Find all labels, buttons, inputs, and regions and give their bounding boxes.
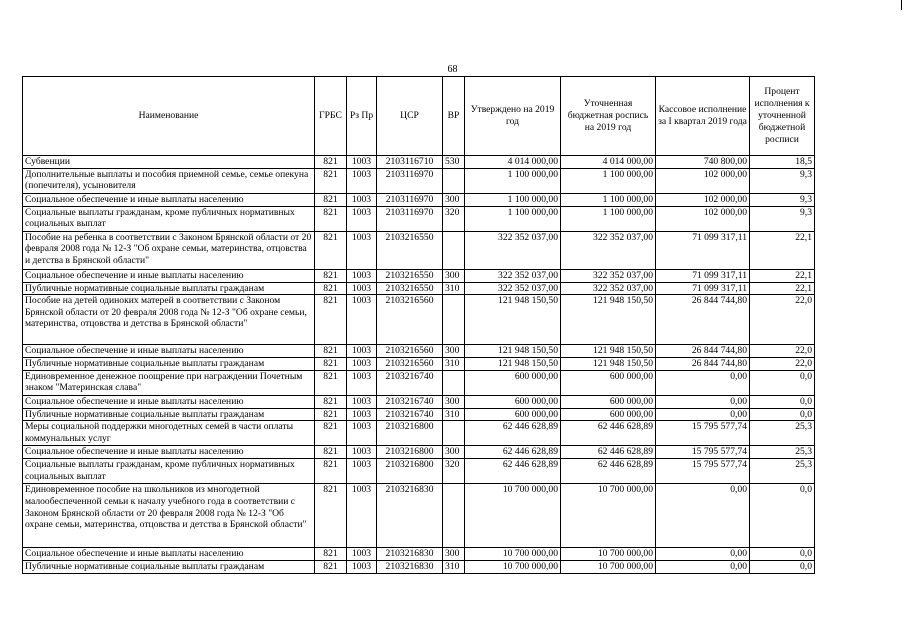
cell-vr: 300 — [443, 446, 465, 459]
cell-percent: 22,0 — [750, 295, 815, 345]
cell-rzpr: 1003 — [347, 459, 377, 484]
cell-vr: 300 — [443, 193, 465, 206]
cell-grbs: 821 — [315, 484, 347, 548]
cell-rzpr: 1003 — [347, 156, 377, 169]
table-row — [23, 295, 815, 345]
cell-revised: 10 700 000,00 — [561, 548, 656, 561]
cell-cash: 0,00 — [656, 561, 750, 574]
table-row — [23, 193, 815, 206]
cell-csr: 2103216800 — [377, 446, 443, 459]
cell-rzpr: 1003 — [347, 548, 377, 561]
cell-csr: 2103216560 — [377, 345, 443, 358]
cell-percent: 22,1 — [750, 269, 815, 282]
cell-vr: 310 — [443, 282, 465, 295]
cell-grbs: 821 — [315, 446, 347, 459]
cell-revised: 10 700 000,00 — [561, 561, 656, 574]
cell-percent: 18,5 — [750, 156, 815, 169]
cell-approved: 121 948 150,50 — [465, 358, 561, 371]
cell-approved: 62 446 628,89 — [465, 421, 561, 446]
cell-name: Публичные нормативные социальные выплаты гражданам — [23, 358, 315, 371]
cell-approved: 1 100 000,00 — [465, 168, 561, 193]
cell-vr: 320 — [443, 459, 465, 484]
cell-vr: 310 — [443, 358, 465, 371]
cell-csr: 2103216830 — [377, 484, 443, 548]
cell-revised: 322 352 037,00 — [561, 282, 656, 295]
cell-cash: 71 099 317,11 — [656, 282, 750, 295]
cell-revised: 600 000,00 — [561, 408, 656, 421]
table-body — [23, 156, 815, 574]
cell-csr: 2103216800 — [377, 421, 443, 446]
cell-csr: 2103116710 — [377, 156, 443, 169]
cell-name: Социальные выплаты гражданам, кроме публичных нормативных социальных выплат — [23, 206, 315, 231]
table-row — [23, 282, 815, 295]
cell-grbs: 821 — [315, 295, 347, 345]
cell-grbs: 821 — [315, 395, 347, 408]
cell-cash: 71 099 317,11 — [656, 269, 750, 282]
cell-approved: 322 352 037,00 — [465, 231, 561, 269]
table-header-row — [23, 77, 815, 156]
cell-revised: 1 100 000,00 — [561, 206, 656, 231]
cell-cash: 0,00 — [656, 395, 750, 408]
cell-grbs: 821 — [315, 269, 347, 282]
cell-csr: 2103216550 — [377, 282, 443, 295]
cell-csr: 2103116970 — [377, 168, 443, 193]
table-row — [23, 269, 815, 282]
cell-approved: 1 100 000,00 — [465, 193, 561, 206]
cell-name: Социальное обеспечение и иные выплаты населению — [23, 193, 315, 206]
column-header-approved: Утверждено на 2019 год — [465, 77, 561, 156]
cell-percent: 0,0 — [750, 395, 815, 408]
cell-name: Публичные нормативные социальные выплаты гражданам — [23, 561, 315, 574]
cell-revised: 1 100 000,00 — [561, 168, 656, 193]
cell-vr: 300 — [443, 269, 465, 282]
cell-percent: 22,0 — [750, 345, 815, 358]
cell-rzpr: 1003 — [347, 295, 377, 345]
cell-vr: 320 — [443, 206, 465, 231]
cell-vr: 300 — [443, 395, 465, 408]
cell-percent: 22,0 — [750, 358, 815, 371]
table-row — [23, 370, 815, 395]
cell-approved: 62 446 628,89 — [465, 459, 561, 484]
cell-percent: 25,3 — [750, 421, 815, 446]
cell-name: Дополнительные выплаты и пособия приемной семье, семье опекуна (попечителя), усыновителя — [23, 168, 315, 193]
cell-cash: 71 099 317,11 — [656, 231, 750, 269]
cell-rzpr: 1003 — [347, 484, 377, 548]
cell-name: Меры социальной поддержки многодетных семей в части оплаты коммунальных услуг — [23, 421, 315, 446]
cell-csr: 2103116970 — [377, 193, 443, 206]
cell-vr — [443, 370, 465, 395]
cell-name: Публичные нормативные социальные выплаты гражданам — [23, 408, 315, 421]
cell-approved: 121 948 150,50 — [465, 345, 561, 358]
cell-revised: 62 446 628,89 — [561, 446, 656, 459]
cell-vr: 310 — [443, 561, 465, 574]
table-row — [23, 446, 815, 459]
cell-csr: 2103216550 — [377, 231, 443, 269]
column-header-cash: Кассовое исполнение за I квартал 2019 года — [656, 77, 750, 156]
column-header-rzpr: Рз Пр — [347, 77, 377, 156]
cell-approved: 600 000,00 — [465, 395, 561, 408]
table-row — [23, 484, 815, 548]
cell-percent: 9,3 — [750, 168, 815, 193]
cell-name: Социальное обеспечение и иные выплаты населению — [23, 269, 315, 282]
cell-name: Социальное обеспечение и иные выплаты населению — [23, 345, 315, 358]
cell-vr: 300 — [443, 345, 465, 358]
cell-name: Пособие на детей одиноких матерей в соответствии с Законом Брянской области от 20 февраля 2008 года № 12-З "Об охране семьи, материнства, отцовства и детства в Брянской области" — [23, 295, 315, 345]
cell-approved: 121 948 150,50 — [465, 295, 561, 345]
cell-name: Пособие на ребенка в соответствии с Законом Брянской области от 20 февраля 2008 года № 12-З "Об охране семьи, материнства, отцовства и детства в Брянской области" — [23, 231, 315, 269]
cell-cash: 740 800,00 — [656, 156, 750, 169]
table-row — [23, 548, 815, 561]
cell-rzpr: 1003 — [347, 395, 377, 408]
cell-vr: 310 — [443, 408, 465, 421]
cell-csr: 2103216740 — [377, 370, 443, 395]
cell-cash: 15 795 577,74 — [656, 421, 750, 446]
cell-cash: 15 795 577,74 — [656, 446, 750, 459]
cell-csr: 2103216560 — [377, 295, 443, 345]
cell-revised: 1 100 000,00 — [561, 193, 656, 206]
cell-revised: 121 948 150,50 — [561, 345, 656, 358]
cell-approved: 4 014 000,00 — [465, 156, 561, 169]
column-header-grbs: ГРБС — [315, 77, 347, 156]
table-row — [23, 459, 815, 484]
cell-grbs: 821 — [315, 193, 347, 206]
cell-cash: 102 000,00 — [656, 193, 750, 206]
cell-rzpr: 1003 — [347, 370, 377, 395]
cell-approved: 322 352 037,00 — [465, 269, 561, 282]
cell-name: Социальное обеспечение и иные выплаты населению — [23, 446, 315, 459]
cell-cash: 26 844 744,80 — [656, 358, 750, 371]
table-row — [23, 231, 815, 269]
table-row — [23, 395, 815, 408]
table-row — [23, 206, 815, 231]
cell-grbs: 821 — [315, 421, 347, 446]
cell-cash: 15 795 577,74 — [656, 459, 750, 484]
cell-name: Субвенции — [23, 156, 315, 169]
table-row — [23, 168, 815, 193]
table-row — [23, 345, 815, 358]
cell-grbs: 821 — [315, 548, 347, 561]
cell-revised: 121 948 150,50 — [561, 358, 656, 371]
cell-vr — [443, 231, 465, 269]
cell-csr: 2103216550 — [377, 269, 443, 282]
column-header-name: Наименование — [23, 77, 315, 156]
cell-vr — [443, 421, 465, 446]
cell-csr: 2103116970 — [377, 206, 443, 231]
cell-revised: 322 352 037,00 — [561, 231, 656, 269]
cell-cash: 26 844 744,80 — [656, 295, 750, 345]
cell-revised: 62 446 628,89 — [561, 421, 656, 446]
cell-cash: 0,00 — [656, 484, 750, 548]
cell-rzpr: 1003 — [347, 561, 377, 574]
cell-approved: 600 000,00 — [465, 408, 561, 421]
cell-rzpr: 1003 — [347, 358, 377, 371]
cell-grbs: 821 — [315, 408, 347, 421]
cell-approved: 10 700 000,00 — [465, 548, 561, 561]
cell-grbs: 821 — [315, 282, 347, 295]
cell-csr: 2103216830 — [377, 561, 443, 574]
cell-name: Социальные выплаты гражданам, кроме публичных нормативных социальных выплат — [23, 459, 315, 484]
column-header-revised: Уточненная бюджетная роспись на 2019 год — [561, 77, 656, 156]
cell-rzpr: 1003 — [347, 282, 377, 295]
page-number: 68 — [447, 64, 458, 75]
cell-name: Социальное обеспечение и иные выплаты населению — [23, 395, 315, 408]
cell-percent: 0,0 — [750, 370, 815, 395]
cell-name: Единовременное денежное поощрение при награждении Почетным знаком "Материнская слава" — [23, 370, 315, 395]
cell-percent: 25,3 — [750, 459, 815, 484]
column-header-vr: ВР — [443, 77, 465, 156]
cell-revised: 600 000,00 — [561, 395, 656, 408]
table-row — [23, 156, 815, 169]
cell-grbs: 821 — [315, 358, 347, 371]
cell-approved: 1 100 000,00 — [465, 206, 561, 231]
cell-vr — [443, 295, 465, 345]
table-row — [23, 358, 815, 371]
cell-csr: 2103216800 — [377, 459, 443, 484]
cell-grbs: 821 — [315, 459, 347, 484]
cell-csr: 2103216560 — [377, 358, 443, 371]
cell-revised: 10 700 000,00 — [561, 484, 656, 548]
cell-cash: 102 000,00 — [656, 168, 750, 193]
cell-grbs: 821 — [315, 370, 347, 395]
cell-percent: 9,3 — [750, 206, 815, 231]
cell-cash: 102 000,00 — [656, 206, 750, 231]
cell-percent: 22,1 — [750, 231, 815, 269]
cell-revised: 121 948 150,50 — [561, 295, 656, 345]
cell-name: Социальное обеспечение и иные выплаты населению — [23, 548, 315, 561]
cell-name: Единовременное пособие на школьников из многодетной малообеспеченной семьи к началу учебного года в соответствии с Законом Брянской области от 20 февраля 2008 года № 12-З "Об охране семьи, материнства, отцовства и детства в Брянской области" — [23, 484, 315, 548]
cell-percent: 25,3 — [750, 446, 815, 459]
cell-csr: 2103216830 — [377, 548, 443, 561]
cell-vr: 300 — [443, 548, 465, 561]
cell-cash: 0,00 — [656, 548, 750, 561]
cell-name: Публичные нормативные социальные выплаты гражданам — [23, 282, 315, 295]
cell-revised: 322 352 037,00 — [561, 269, 656, 282]
cell-rzpr: 1003 — [347, 206, 377, 231]
cell-grbs: 821 — [315, 156, 347, 169]
cell-cash: 26 844 744,80 — [656, 345, 750, 358]
cell-rzpr: 1003 — [347, 446, 377, 459]
cell-grbs: 821 — [315, 561, 347, 574]
table-row — [23, 561, 815, 574]
cell-percent: 9,3 — [750, 193, 815, 206]
cell-approved: 10 700 000,00 — [465, 561, 561, 574]
cell-rzpr: 1003 — [347, 168, 377, 193]
cell-csr: 2103216740 — [377, 395, 443, 408]
cell-percent: 22,1 — [750, 282, 815, 295]
cell-grbs: 821 — [315, 231, 347, 269]
cell-rzpr: 1003 — [347, 269, 377, 282]
column-header-percent: Процент исполнения к уточненной бюджетной росписи — [750, 77, 815, 156]
cell-approved: 10 700 000,00 — [465, 484, 561, 548]
cell-grbs: 821 — [315, 206, 347, 231]
column-header-csr: ЦСР — [377, 77, 443, 156]
cell-rzpr: 1003 — [347, 421, 377, 446]
cell-cash: 0,00 — [656, 408, 750, 421]
budget-table — [22, 76, 815, 574]
cell-csr: 2103216740 — [377, 408, 443, 421]
cell-rzpr: 1003 — [347, 231, 377, 269]
cell-revised: 600 000,00 — [561, 370, 656, 395]
cell-vr: 530 — [443, 156, 465, 169]
cell-percent: 0,0 — [750, 561, 815, 574]
cell-approved: 62 446 628,89 — [465, 446, 561, 459]
cell-percent: 0,0 — [750, 484, 815, 548]
cell-cash: 0,00 — [656, 370, 750, 395]
cell-rzpr: 1003 — [347, 193, 377, 206]
table-row — [23, 421, 815, 446]
cell-revised: 62 446 628,89 — [561, 459, 656, 484]
cell-approved: 322 352 037,00 — [465, 282, 561, 295]
cell-revised: 4 014 000,00 — [561, 156, 656, 169]
cell-rzpr: 1003 — [347, 345, 377, 358]
table-row — [23, 408, 815, 421]
page-edge-mark — [901, 0, 902, 10]
cell-percent: 0,0 — [750, 408, 815, 421]
cell-rzpr: 1003 — [347, 408, 377, 421]
cell-grbs: 821 — [315, 168, 347, 193]
cell-percent: 0,0 — [750, 548, 815, 561]
cell-vr — [443, 484, 465, 548]
cell-approved: 600 000,00 — [465, 370, 561, 395]
cell-vr — [443, 168, 465, 193]
cell-grbs: 821 — [315, 345, 347, 358]
